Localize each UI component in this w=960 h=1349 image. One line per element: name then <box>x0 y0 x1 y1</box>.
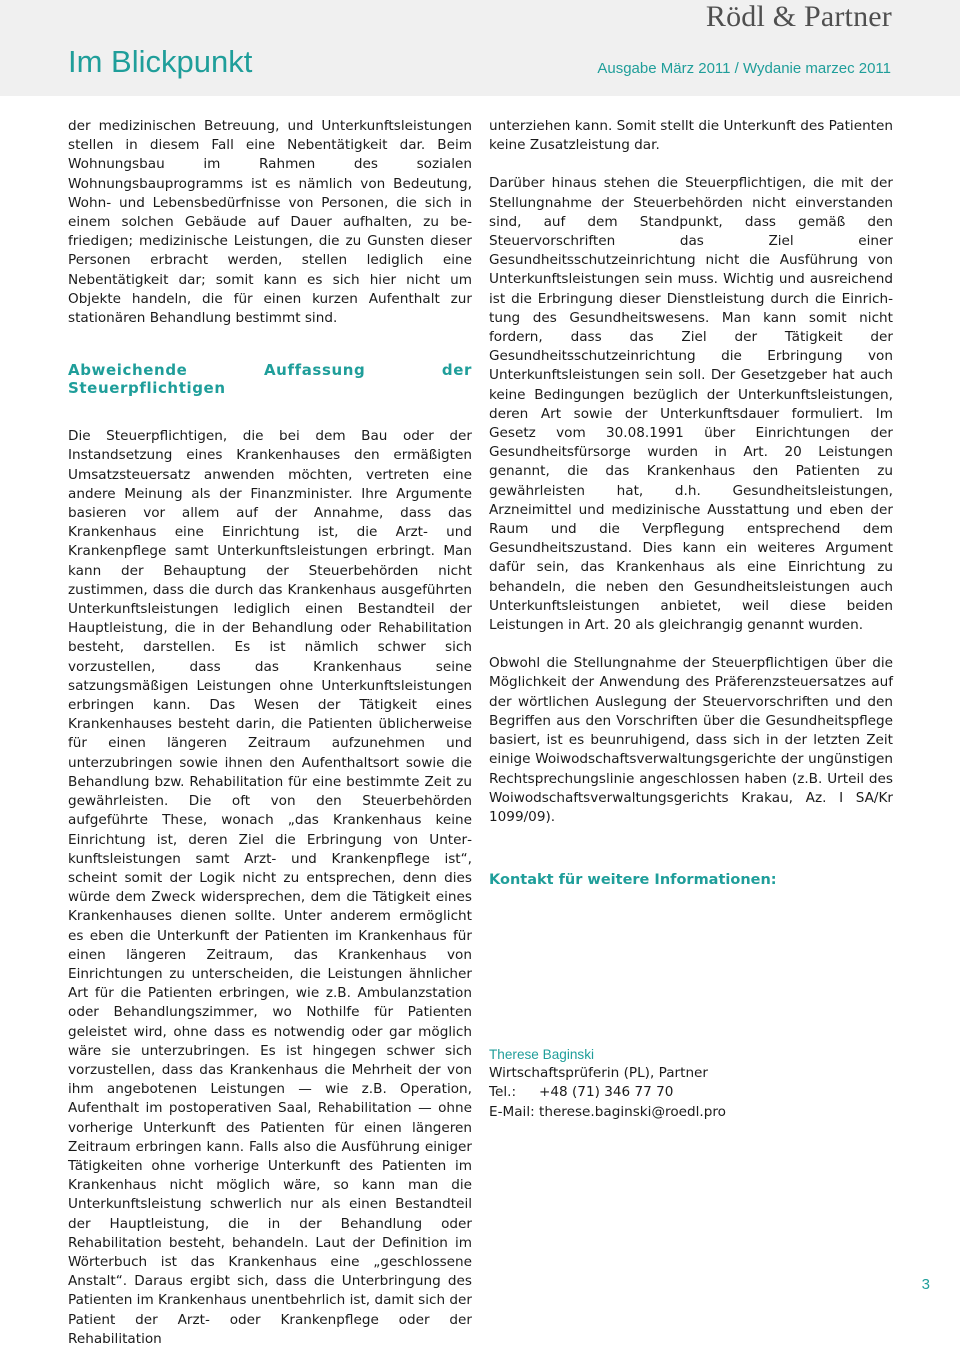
brand-logo: Rödl & Partner <box>705 0 892 33</box>
contact-block <box>489 1045 726 1122</box>
paragraph-2: Darüber hinaus stehen die Steuerpflichtigen, die mit der Stellungnahme der Steuerbehörden nicht einverstanden sind, auf dem Standpunkt, dass gemäß den Steuervorschriften das Ziel einer Gesundheitsschutzeinrichtung nicht die Ausführung von Unterkunftsleistungen sein muss. Wichtig und ausreichend ist die Erbringung dieser Dienstleistung durch die Einrichtung des Gesundheitswesens. Man kann somit nicht fordern, dass das Ziel der Tätigkeit der Gesundheitsschutzeinrichtung die Erbringung von Unterkunftsleistungen sein soll. Der Gesetzgeber hat auch keine Bedingungen bezüglich der Unterkunftsleistungen, deren Art sowie der Unterkunftsdauer formuliert. Im Gesetz vom 30.08.1991 über Einrichtungen der Gesundheitsfürsorge wurden in Art. 20 Leistungen genannt, die das Krankenhaus den Patienten zu gewährleisten hat, d.h. Gesundheitsleistungen, Arzneimittel und medizinische Ausstattung und eben der Raum und die Verpflegung entsprechend dem Gesundheitszustand. Dies kann ein weiteres Argument dafür sein, das Krankenhaus als eine Einrichtung zu behandeln, die neben den Gesundheitsleistungen auch Unterkunftsleistungen anbietet, weil diese beiden Leistungen in Art. 20 als gleichrangig genannt wurden. <box>489 175 893 634</box>
body-paragraph: Die Steuerpflichtigen, die bei dem Bau oder der Instandsetzung eines Krankenhauses den ermäßigten Umsatzsteuersatz anwenden möchten, vertreten eine andere Meinung als der Finanzminister. Ihre Argumente basieren vor allem auf der Annahme, dass das Krankenhaus eine Einrichtung ist, die Arzt- und Krankenpflege samt Unterkunftsleistungen erbringt. Man kann der Behauptung der Steuerbehörden nicht zustimmen, dass die durch das Krankenhaus ausgeführten Unterkunftsleistungen lediglich einen Bestandteil der Hauptleistung, die in der Behandlung oder Rehabilitation besteht, darstellen. Es ist nämlich schwer sich vorzustellen, dass das Krankenhaus seine satzungsmäßigen Leistungen ohne Unterkunftsleistungen erbringen kann. Das Wesen der Tätigkeit eines Krankenhauses besteht darin, die Patienten üblicherweise für einen längeren Zeitraum aufzunehmen und unterzubringen sowie ihnen den Aufenthaltsort sowie die Behandlung bzw. Rehabilitation für eine bestimmte Zeit zu gewährleisten. Die oft von den Steuerbehörden aufgeführte These, wonach „das Krankenhaus keine Einrichtung ist, deren Ziel die Erbringung von Unterkunftsleistungen samt Arzt- und Krankenpflege ist“, scheint somit der Logik nicht zu entsprechen, denn dies würde dem Zweck widersprechen, dem die Tätigkeit eines Krankenhauses dienen sollte. Unter anderem ermöglicht es eben die Unterkunft der Patienten im Krankenhaus für einen längeren Zeitraum, das Krankenhaus von Einrichtungen zu unterscheiden, die Leistungen ähnlicher Art für die Patienten erbringen, wie z.B. Ambulanzstation oder Behandlungszimmer, wo Nothilfe für Patienten geleistet wird, ohne dass es notwendig oder gar möglich wäre sie unterzubringen. Es ist hingegen schwer sich vorzustellen, dass das Krankenhaus die Mehrheit der von ihm angebotenen Leistungen — wie z.B. Operation, Aufenthalt im postoperativen Saal, Rehabilitation — ohne vorherige Unterkunft des Patienten für einen längeren Zeitraum erbringen kann. Falls also die Ausführung einiger Tätigkeiten ohne vorherige Unterkunft des Patienten im Krankenhaus nicht möglich wäre, so kann man die Unterkunftsleistung schwerlich nur als einen Bestandteil der Hauptleistung, die in der Behandlung oder Rehabilitation besteht, behandeln. Laut der Definition im Wörterbuch ist das Krankenhaus eine „geschlossene Anstalt“. Daraus ergibt sich, dass die Unterbringung des Patienten im Krankenhaus unentbehrlich ist, damit sich der Patient der Arzt- oder Krankenpflege oder der Rehabilitation <box>68 428 472 1347</box>
paragraph-3: Obwohl die Stellungnahme der Steuerpflichtigen über die Möglichkeit der Anwendung des Präferenzsteuersatzes auf der wörtlichen Auslegung der Steuervorschriften und den Begriffen aus den Vorschriften über die Gesundheitspflege basiert, ist es beunruhigend, dass sich in der letzten Zeit einige Woiwodschaftsverwaltungsgerichte der ungünstigen Rechtsprechungslinie angeschlossen haben (z.B. Urteil des Woiwodschaftsverwaltungsgerichts Krakau, Az. I SA/Kr 1099/09). <box>489 655 893 825</box>
section-title: Im Blickpunkt <box>68 44 253 79</box>
email-label: E-Mail: <box>489 1103 535 1120</box>
email-link[interactable]: therese.baginski@roedl.pro <box>539 1103 726 1120</box>
left-column <box>68 117 472 1349</box>
contact-name: Therese Baginski <box>489 1047 595 1062</box>
page-header <box>0 0 960 96</box>
contact-email-row <box>489 1103 726 1122</box>
paragraph-1: unterziehen kann. Somit stellt die Unterkunft des Patienten keine Zusatzleistung dar. <box>489 118 893 154</box>
contact-phone-row <box>489 1083 726 1102</box>
phone-label: Tel.: <box>489 1084 517 1101</box>
edition-label: Ausgabe März 2011 / Wydanie marzec 2011 <box>597 60 891 77</box>
contact-role: Wirtschaftsprüferin (PL), Partner <box>489 1065 709 1082</box>
intro-paragraph: der medizinischen Betreuung, und Unterkunftsleistungen stellen in diesem Fall eine Nebentätigkeit dar. Beim Wohnungsbau im Rahmen des sozialen Wohnungsbauprogramms ist es nämlich von Bedeutung, Wohn- und Lebensbedürfnisse von Personen, die sich in einem solchen Gebäude auf Dauer aufhalten, zu befriedigen; medizinische Leistungen, die zu Gunsten dieser Personen erbracht werden, stellen lediglich eine Nebentätigkeit dar; somit kann es sich hier nicht um Objekte handeln, die für einen kurzen Aufenthalt zur stationären Behandlung bestimmt sind. <box>68 118 472 327</box>
contact-heading: Kontakt für weitere Informationen: <box>489 872 777 888</box>
right-column <box>489 117 893 827</box>
phone-number[interactable]: +48 (71) 346 77 70 <box>539 1084 674 1101</box>
section-heading: Abweichende Auffassung der Steuerpflichtigen <box>68 361 472 398</box>
page-number: 3 <box>921 1276 930 1293</box>
